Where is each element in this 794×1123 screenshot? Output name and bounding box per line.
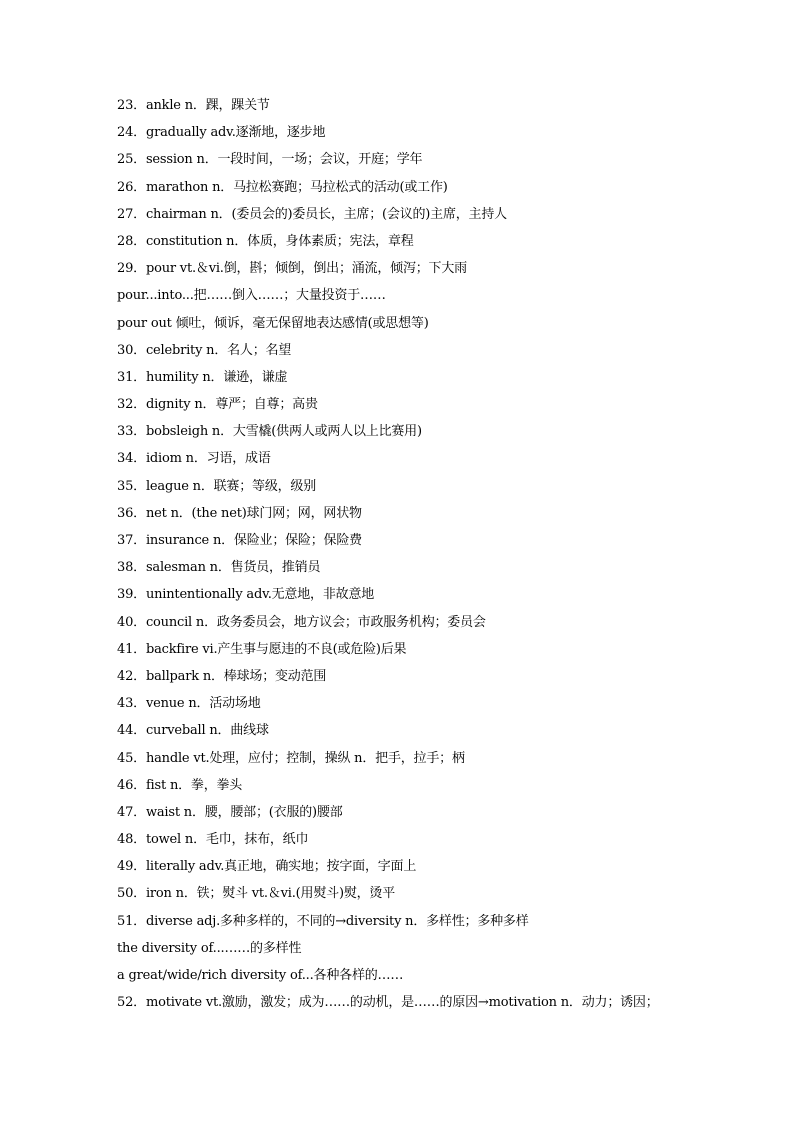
vocab-entry-51: 51．diverse adj.多种多样的，不同的→diversity n．多样性；多种多样: [117, 913, 529, 929]
vocab-entry-52: 52．motivate vt.激励，激发；成为……的动机，是……的原因→motivation n．动力；诱因；: [117, 995, 659, 1011]
vocab-entry-40: 40．council n．政务委员会，地方议会；市政服务机构；委员会: [117, 614, 486, 630]
vocab-entry-29: 29．pour vt.＆vi.倒，斟；倾倒，倒出；涌流，倾泻；下大雨: [117, 261, 467, 277]
vocab-entry-48: 48．towel n．毛巾，抹布，纸巾: [117, 832, 309, 848]
vocab-entry-32: 32．dignity n．尊严；自尊；高贵: [117, 397, 318, 413]
phrase-great-diversity-of: a great/wide/rich diversity of...各种各样的……: [117, 968, 404, 983]
vocab-entry-46: 46．fist n．拳，拳头: [117, 777, 243, 793]
vocab-entry-38: 38．salesman n．售货员，推销员: [117, 560, 321, 576]
vocabulary-list: [117, 92, 777, 1016]
vocab-entry-31: 31．humility n．谦逊，谦虚: [117, 369, 288, 385]
vocab-entry-25: 25．session n．一段时间，一场；会议，开庭；学年: [117, 152, 423, 168]
vocab-entry-27: 27．chairman n．(委员会的)委员长，主席；(会议的)主席，主持人: [117, 206, 507, 222]
vocab-entry-39: 39．unintentionally adv.无意地，非故意地: [117, 587, 375, 603]
phrase-pour-out: pour out 倾吐，倾诉，毫无保留地表达感情(或思想等): [117, 315, 429, 331]
vocab-entry-34: 34．idiom n．习语，成语: [117, 451, 271, 467]
vocab-entry-49: 49．literally adv.真正地，确实地；按字面，字面上: [117, 859, 417, 875]
vocab-entry-45: 45．handle vt.处理，应付；控制，操纵 n．把手，拉手；柄: [117, 750, 465, 766]
vocab-entry-28: 28．constitution n．体质，身体素质；宪法，章程: [117, 233, 414, 249]
vocab-entry-30: 30．celebrity n．名人；名望: [117, 342, 292, 358]
vocab-entry-26: 26．marathon n．马拉松赛跑；马拉松式的活动(或工作): [117, 179, 448, 195]
vocab-entry-44: 44．curveball n．曲线球: [117, 723, 269, 739]
vocab-entry-43: 43．venue n．活动场地: [117, 696, 261, 712]
vocab-entry-35: 35．league n．联赛；等级，级别: [117, 478, 317, 494]
vocab-entry-23: 23．ankle n．踝，踝关节: [117, 98, 270, 113]
vocab-entry-37: 37．insurance n．保险业；保险；保险费: [117, 533, 362, 548]
phrase-pour-into: pour...into...把……倒入……；大量投资于……: [117, 288, 386, 304]
vocab-entry-36: 36．net n．(the net)球门网；网，网状物: [117, 505, 362, 521]
vocab-entry-50: 50．iron n．铁；熨斗 vt.＆vi.(用熨斗)熨，烫平: [117, 886, 396, 902]
vocab-entry-24: 24．gradually adv.逐渐地，逐步地: [117, 125, 326, 141]
vocab-entry-42: 42．ballpark n．棒球场；变动范围: [117, 668, 327, 684]
vocab-entry-47: 47．waist n．腰，腰部；(衣服的)腰部: [117, 804, 343, 820]
vocab-entry-41: 41．backfire vi.产生事与愿违的不良(或危险)后果: [117, 641, 407, 657]
vocab-entry-33: 33．bobsleigh n．大雪橇(供两人或两人以上比赛用): [117, 424, 422, 440]
phrase-diversity-of: the diversity of...……的多样性: [117, 940, 302, 956]
